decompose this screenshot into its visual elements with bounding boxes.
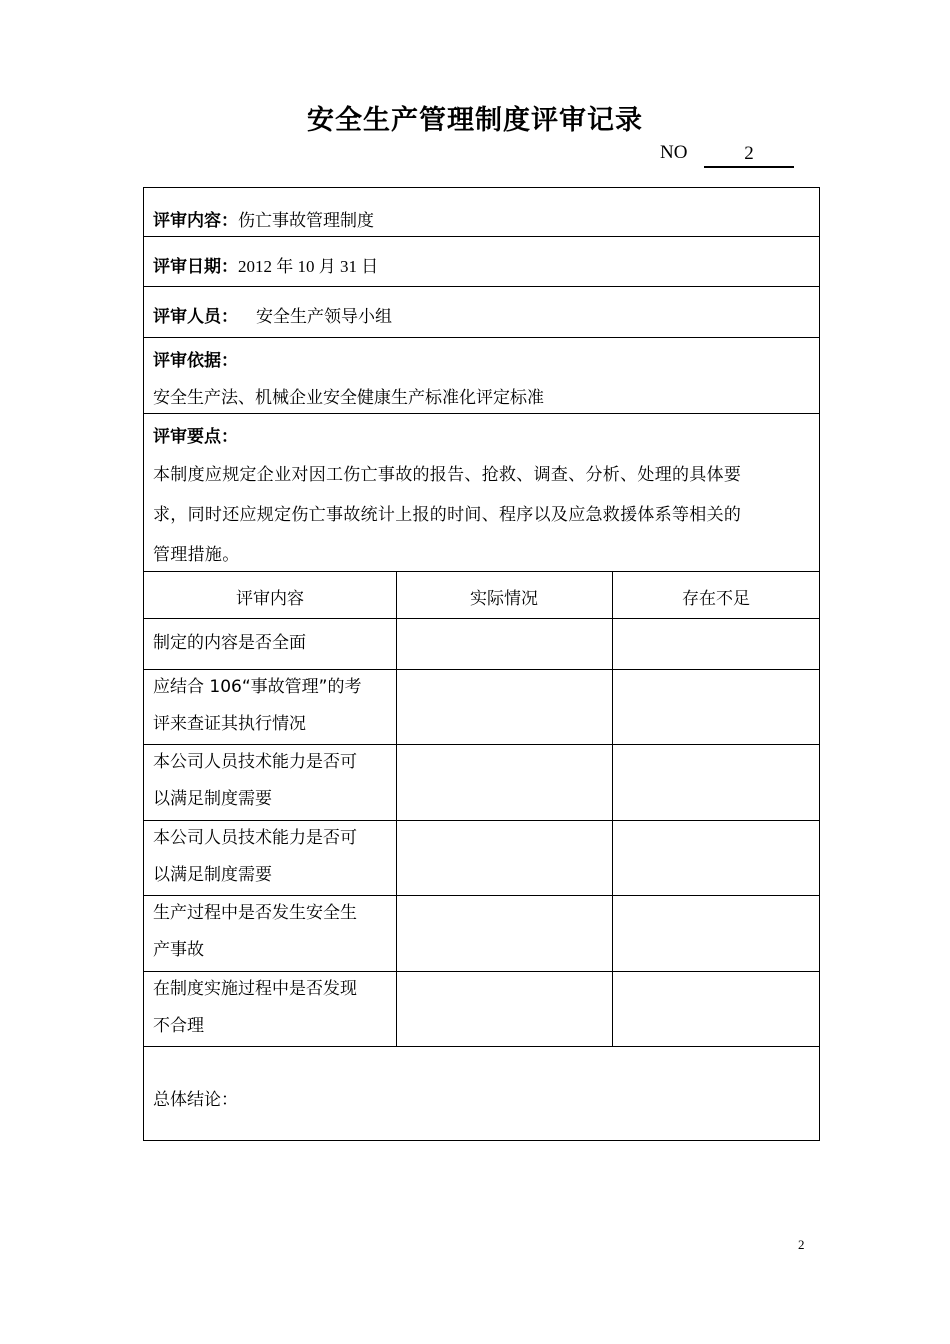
review-content-value: 伤亡事故管理制度 [238,211,374,231]
divider [144,286,819,287]
divider [144,413,819,414]
conclusion-label: 总体结论： [153,1090,238,1110]
document-title: 安全生产管理制度评审记录 [307,105,643,136]
review-people-row [153,302,392,327]
table-row-item: 本公司人员技术能力是否可 以满足制度需要 [153,828,357,885]
review-content-row [153,206,374,231]
review-basis-value: 安全生产法、机械企业安全健康生产标准化评定标准 [153,388,544,408]
table-row-item: 生产过程中是否发生安全生 产事故 [153,903,357,960]
header-review-item: 评审内容 [236,589,304,609]
key-points-text [153,455,813,575]
header-shortfalls: 存在不足 [682,589,750,609]
table-row-item: 制定的内容是否全面 [153,633,306,653]
divider [144,236,819,237]
key-points-label: 评审要点： [153,427,238,447]
column-divider [396,571,397,1046]
review-basis-label: 评审依据： [153,351,238,371]
key-points-line: 求，同时还应规定伤亡事故统计上报的时间、程序以及应急救援体系等相关的 [153,505,742,525]
review-date-row [153,252,378,277]
review-date-label: 评审日期： [153,257,238,277]
table-row-item: 本公司人员技术能力是否可 以满足制度需要 [153,752,357,809]
header-actual-situation: 实际情况 [470,589,538,609]
review-form [143,187,820,1141]
review-people-value: 安全生产领导小组 [256,307,392,327]
review-people-label: 评审人员： [153,307,238,327]
divider [144,618,819,619]
page-number: 2 [798,1237,805,1252]
table-row-item: 在制度实施过程中是否发现 不合理 [153,979,357,1036]
divider [144,337,819,338]
key-points-line: 管理措施。 [153,545,240,565]
table-row-item: 应结合 106“事故管理”的考 评来查证其执行情况 [153,677,362,734]
record-no-label: NO [660,142,688,163]
key-points-line: 本制度应规定企业对因工伤亡事故的报告、抢救、调查、分析、处理的具体要 [153,465,742,485]
review-content-label: 评审内容： [153,211,238,231]
divider [144,1046,819,1047]
column-divider [612,571,613,1046]
record-no-value: 2 [704,142,794,168]
review-date-value: 2012 年 10 月 31 日 [238,257,379,276]
